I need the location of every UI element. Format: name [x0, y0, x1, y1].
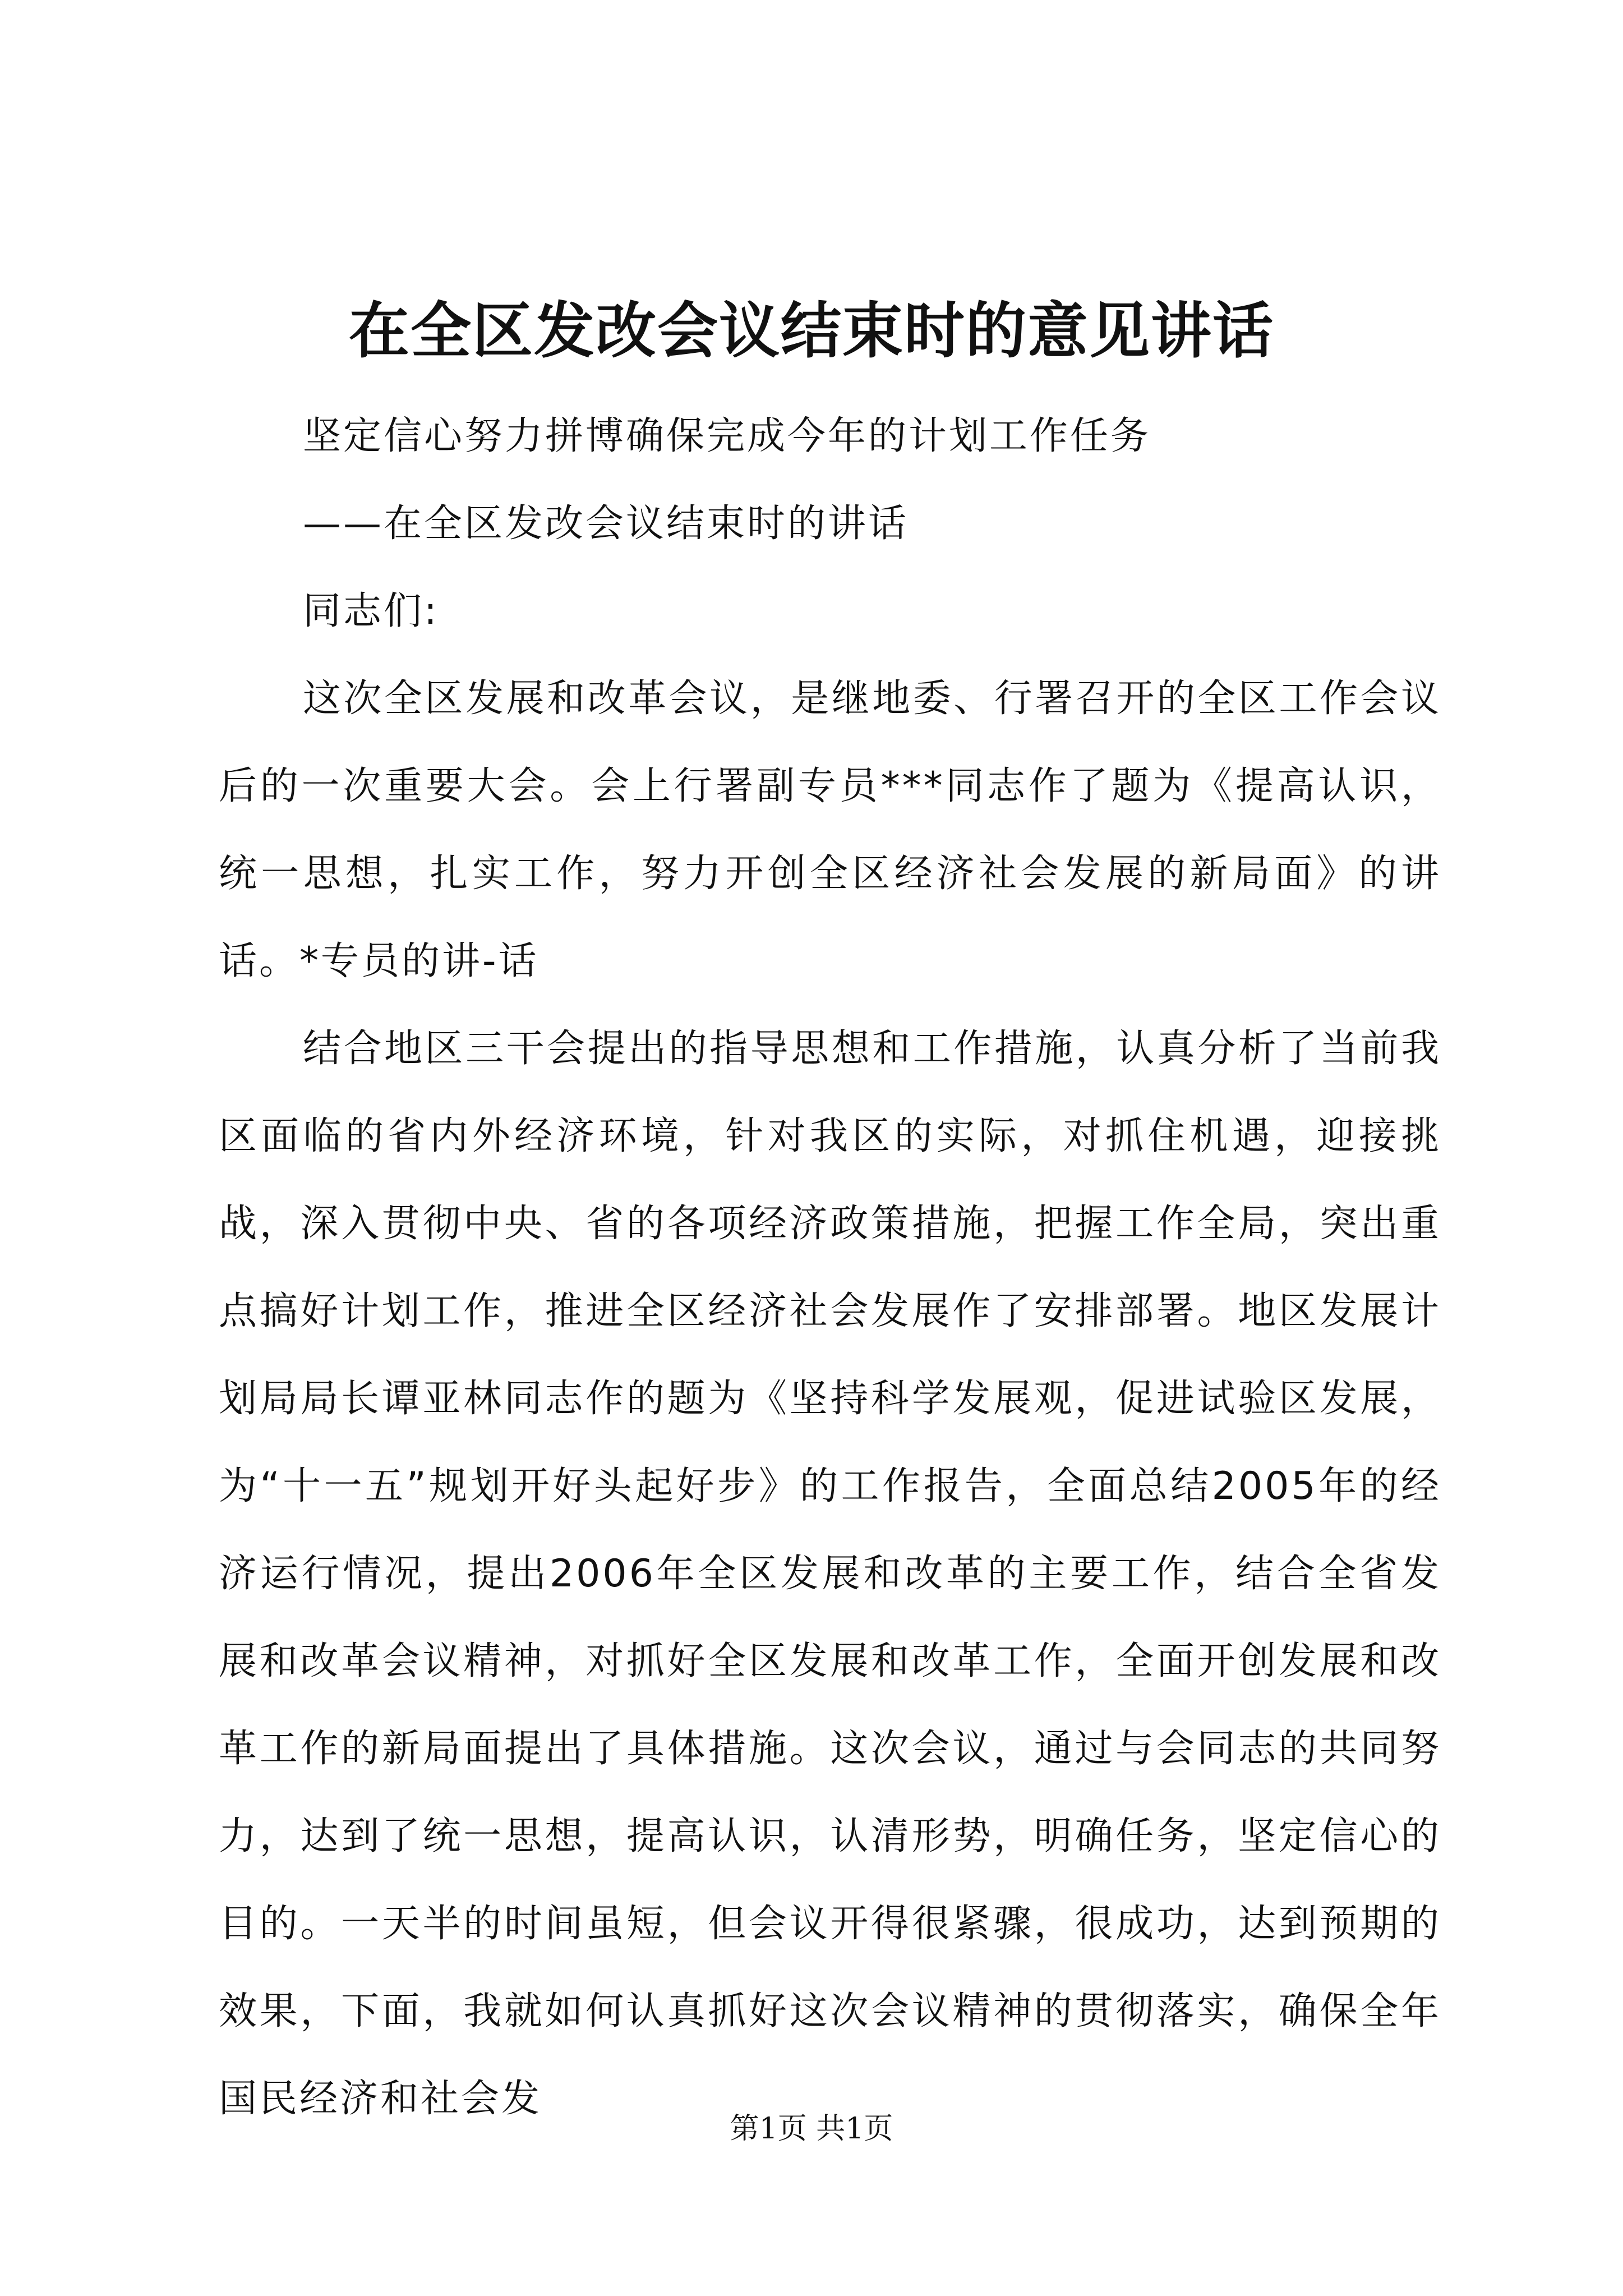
paragraph-1: 这次全区发展和改革会议，是继地委、行署召开的全区工作会议后的一次重要大会。会上行署副专员***同志作了题为《提高认识，统一思想，扎实工作，努力开创全区经济社会发展的新局面》的讲话。*专员的讲-话	[219, 677, 1441, 983]
paragraph-2: 结合地区三干会提出的指导思想和工作措施，认真分析了当前我区面临的省内外经济环境，针对我区的实际，对抓住机遇，迎接挑战，深入贯彻中央、省的各项经济政策措施，把握工作全局，突出重点搞好计划工作，推进全区经济社会发展作了安排部署。地区发展计划局局长谭亚林同志作的题为《坚持科学发展观，促进试验区发展，为“十一五”规划开好头起好步》的工作报告，全面总结2005年的经济运行情况，提出2006年全区发展和改革的主要工作，结合全省发展和改革会议精神，对抓好全区发展和改革工作，全面开创发展和改革工作的新局面提出了具体措施。这次会议，通过与会同志的共同努力，达到了统一思想，提高认识，认清形势，明确任务，坚定信心的目的。一天半的时间虽短，但会议开得很紧骤，很成功，达到预期的效果，下面，我就如何认真抓好这次会议精神的贯彻落实，确保全年国民经济和社会发	[219, 1027, 1441, 2121]
salutation: 同志们:	[303, 589, 439, 633]
document-title: 在全区发改会议结束时的意见讲话	[348, 296, 1274, 366]
document-subtitle: 坚定信心努力拼博确保完成今年的计划工作任务	[303, 414, 1151, 458]
document-body	[219, 393, 1441, 2143]
document-subtitle-speech: ——在全区发改会议结束时的讲话	[303, 501, 909, 546]
page-footer: 第1页 共1页	[730, 2112, 893, 2146]
